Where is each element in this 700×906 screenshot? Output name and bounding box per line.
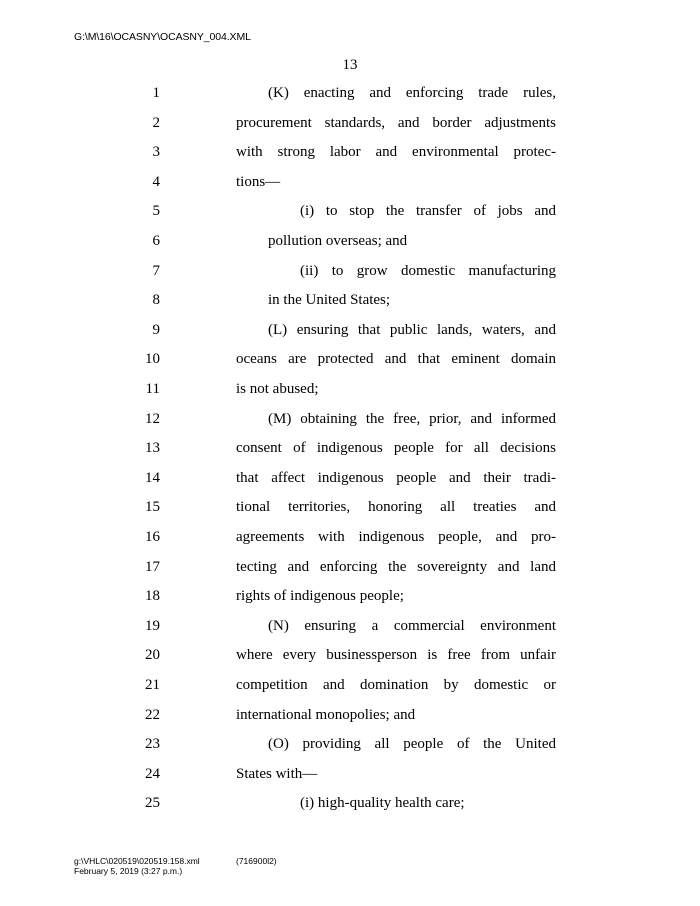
line-text: oceans are protected and that eminent domain bbox=[236, 351, 556, 368]
line-text: pollution overseas; and bbox=[268, 233, 408, 249]
line-number: 20 bbox=[145, 647, 160, 664]
text-line bbox=[0, 230, 700, 252]
text-line bbox=[0, 260, 700, 282]
line-number: 11 bbox=[145, 381, 160, 397]
line-number: 13 bbox=[145, 440, 160, 457]
line-number: 3 bbox=[152, 144, 160, 161]
line-text: tions— bbox=[236, 173, 281, 190]
text-line bbox=[0, 496, 700, 518]
footer-code: (716900l2) bbox=[236, 856, 277, 866]
line-text: tecting and enforcing the sovereignty and land bbox=[236, 558, 556, 575]
line-text: with strong labor and environmental protec- bbox=[236, 144, 556, 161]
line-number: 9 bbox=[152, 321, 160, 338]
line-number: 5 bbox=[152, 203, 160, 220]
line-text: (M) obtaining the free, prior, and informed bbox=[268, 410, 556, 427]
line-number: 21 bbox=[145, 677, 160, 693]
line-text: consent of indigenous people for all decisions bbox=[236, 440, 556, 457]
page-number: 13 bbox=[342, 57, 358, 73]
text-line bbox=[0, 526, 700, 548]
text-line bbox=[0, 763, 700, 785]
text-line bbox=[0, 289, 700, 311]
text-line bbox=[0, 141, 700, 163]
text-line bbox=[0, 615, 700, 637]
text-line bbox=[0, 437, 700, 459]
line-text: in the United States; bbox=[268, 292, 391, 309]
line-number: 7 bbox=[152, 262, 160, 279]
line-number: 24 bbox=[145, 765, 160, 782]
line-text: procurement standards, and border adjustments bbox=[236, 114, 556, 131]
line-text: (i) to stop the transfer of jobs and bbox=[300, 203, 556, 220]
text-line bbox=[0, 82, 700, 104]
line-text: (K) enacting and enforcing trade rules, bbox=[268, 85, 556, 101]
text-line bbox=[0, 704, 700, 726]
line-text: agreements with indigenous people, and pro- bbox=[236, 529, 556, 545]
footer-file-path: g:\VHLC\020519\020519.158.xml bbox=[74, 856, 200, 866]
line-text: (ii) to grow domestic manufacturing bbox=[300, 262, 556, 279]
text-line bbox=[0, 792, 700, 814]
line-text: (N) ensuring a commercial environment bbox=[268, 617, 556, 634]
line-number: 22 bbox=[145, 706, 160, 723]
line-text: (i) high-quality health care; bbox=[300, 795, 465, 812]
line-text: tional territories, honoring all treaties and bbox=[236, 499, 556, 516]
line-number: 25 bbox=[145, 795, 160, 812]
line-number: 2 bbox=[152, 114, 160, 131]
text-line bbox=[0, 408, 700, 430]
line-number: 15 bbox=[145, 499, 160, 516]
line-number: 10 bbox=[145, 351, 160, 368]
line-number: 8 bbox=[152, 292, 160, 309]
text-line bbox=[0, 467, 700, 489]
footer-file-row bbox=[74, 856, 277, 866]
line-text: international monopolies; and bbox=[236, 706, 416, 723]
line-text: that affect indigenous people and their tradi- bbox=[236, 469, 556, 486]
document-footer bbox=[74, 856, 277, 876]
text-line bbox=[0, 644, 700, 666]
footer-date: February 5, 2019 (3:27 p.m.) bbox=[74, 866, 183, 876]
text-line bbox=[0, 200, 700, 222]
text-line bbox=[0, 112, 700, 134]
text-line bbox=[0, 348, 700, 370]
line-text: competition and domination by domestic or bbox=[236, 677, 556, 693]
line-number: 14 bbox=[145, 469, 160, 486]
line-number: 1 bbox=[152, 85, 160, 101]
text-line bbox=[0, 733, 700, 755]
line-text: where every businessperson is free from unfair bbox=[236, 647, 556, 664]
line-text: States with— bbox=[236, 765, 318, 782]
line-text: is not abused; bbox=[236, 381, 319, 397]
text-line bbox=[0, 171, 700, 193]
line-number: 18 bbox=[145, 588, 160, 605]
line-number: 16 bbox=[145, 529, 160, 545]
line-number: 4 bbox=[152, 173, 160, 190]
text-line bbox=[0, 674, 700, 696]
line-number: 12 bbox=[145, 410, 160, 427]
line-text: (O) providing all people of the United bbox=[268, 736, 556, 753]
text-line bbox=[0, 585, 700, 607]
text-line bbox=[0, 319, 700, 341]
line-text: (L) ensuring that public lands, waters, and bbox=[268, 321, 556, 338]
line-number: 6 bbox=[152, 233, 160, 249]
document-file-path: G:\M\16\OCASNY\OCASNY_004.XML bbox=[74, 31, 251, 43]
line-number: 19 bbox=[145, 617, 160, 634]
line-number: 23 bbox=[145, 736, 160, 753]
text-line bbox=[0, 378, 700, 400]
line-number: 17 bbox=[145, 558, 160, 575]
text-line bbox=[0, 556, 700, 578]
line-text: rights of indigenous people; bbox=[236, 588, 404, 605]
